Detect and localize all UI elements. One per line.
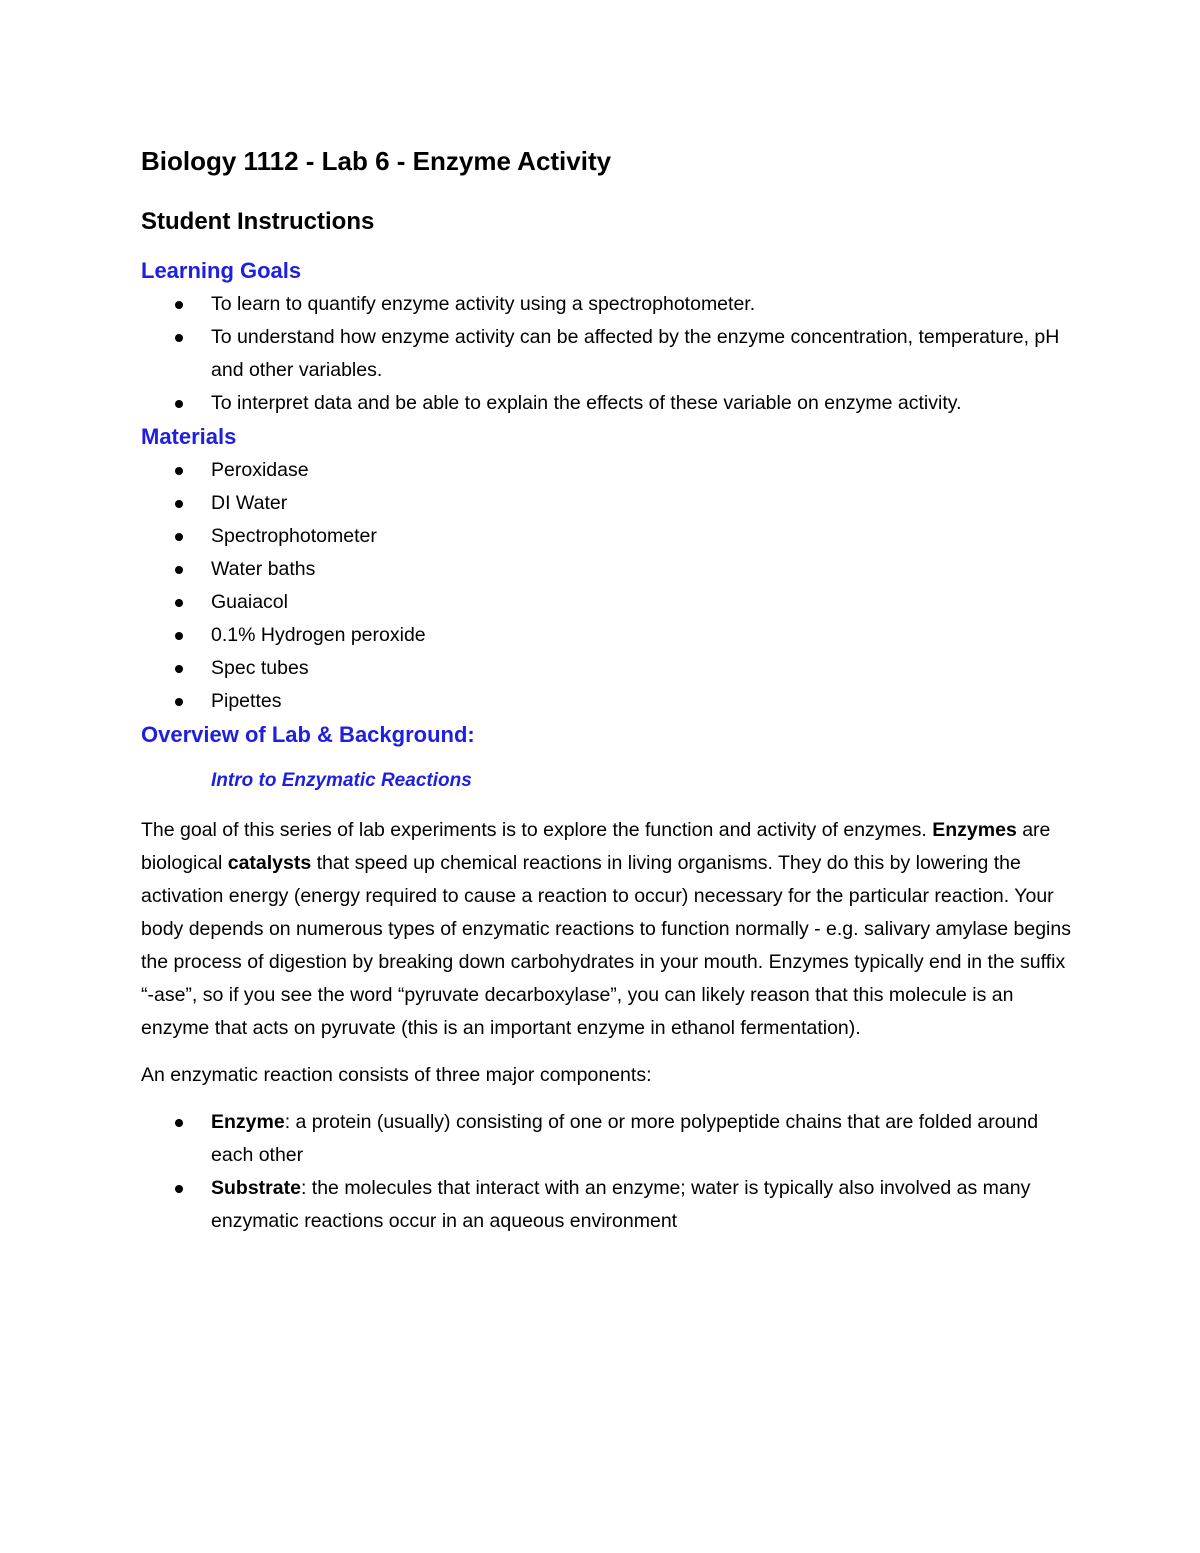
learning-goal-text: To interpret data and be able to explain the effects of these variable on enzyme activity. <box>211 392 962 414</box>
material-text: Spectrophotometer <box>211 525 377 547</box>
list-item <box>141 553 1071 586</box>
paragraph-text: are biological <box>141 819 1051 874</box>
list-item <box>141 288 1071 321</box>
bullet-icon <box>175 1119 183 1127</box>
bullet-icon <box>175 599 183 607</box>
bullet-icon <box>175 1185 183 1193</box>
list-item <box>141 685 1071 718</box>
bullet-icon <box>175 467 183 475</box>
list-item <box>141 321 1071 387</box>
paragraph-text: The goal of this series of lab experiments is to explore the function and activity of enzymes. <box>141 819 933 841</box>
learning-goals-heading: Learning Goals <box>141 258 302 283</box>
list-item <box>141 520 1071 553</box>
list-item <box>141 652 1071 685</box>
intro-paragraph <box>141 814 1071 1045</box>
list-item <box>141 1106 1071 1172</box>
list-item <box>141 1172 1071 1238</box>
bullet-icon <box>175 566 183 574</box>
list-item <box>141 586 1071 619</box>
material-text: Pipettes <box>211 690 282 712</box>
enzymes-term: Enzymes <box>932 819 1017 841</box>
bullet-icon <box>175 698 183 706</box>
components-intro-paragraph: An enzymatic reaction consists of three major components: <box>141 1064 652 1086</box>
material-text: Peroxidase <box>211 459 309 481</box>
materials-list <box>141 454 1071 718</box>
component-text: : a protein (usually) consisting of one or more polypeptide chains that are folded around each other <box>211 1111 1039 1166</box>
bullet-icon <box>175 533 183 541</box>
paragraph-text: that speed up chemical reactions in living organisms. They do this by lowering the activation energy (energy required to cause a reaction to occur) necessary for the particular reaction. Your body depends on numerous types of enzymatic reactions to function normally - e.g. salivary amylase begins the process of digestion by breaking down carbohydrates in your mouth. Enzymes typically end in the suffix “-ase”, so if you see the word “pyruvate decarboxylase”, you can likely reason that this molecule is an enzyme that acts on pyruvate (this is an important enzyme in ethanol fermentation). <box>141 852 1071 1039</box>
bullet-icon <box>175 500 183 508</box>
document-page <box>141 140 1071 1238</box>
components-list <box>141 1106 1071 1238</box>
list-item <box>141 487 1071 520</box>
bullet-icon <box>175 301 183 309</box>
bullet-icon <box>175 334 183 342</box>
component-term: Enzyme <box>211 1111 285 1133</box>
bullet-icon <box>175 632 183 640</box>
material-text: Spec tubes <box>211 657 309 679</box>
catalysts-term: catalysts <box>227 852 312 874</box>
bullet-icon <box>175 665 183 673</box>
material-text: Water baths <box>211 558 316 580</box>
document-title: Biology 1112 - Lab 6 - Enzyme Activity <box>141 146 612 176</box>
learning-goal-text: To learn to quantify enzyme activity using a spectrophotometer. <box>211 293 756 315</box>
materials-heading: Materials <box>141 424 237 449</box>
material-text: Guaiacol <box>211 591 288 613</box>
learning-goals-list <box>141 288 1071 420</box>
overview-heading: Overview of Lab & Background: <box>141 722 475 747</box>
bullet-icon <box>175 400 183 408</box>
list-item <box>141 454 1071 487</box>
list-item <box>141 387 1071 420</box>
component-text: : the molecules that interact with an enzyme; water is typically also involved as many enzymatic reactions occur in an aqueous environment <box>211 1177 1031 1232</box>
material-text: DI Water <box>211 492 288 514</box>
document-subtitle: Student Instructions <box>141 208 375 235</box>
learning-goal-text: To understand how enzyme activity can be affected by the enzyme concentration, temperature, pH and other variables. <box>211 326 1060 381</box>
list-item <box>141 619 1071 652</box>
component-term: Substrate <box>211 1177 301 1199</box>
material-text: 0.1% Hydrogen peroxide <box>211 624 426 646</box>
intro-subheading: Intro to Enzymatic Reactions <box>211 770 472 791</box>
